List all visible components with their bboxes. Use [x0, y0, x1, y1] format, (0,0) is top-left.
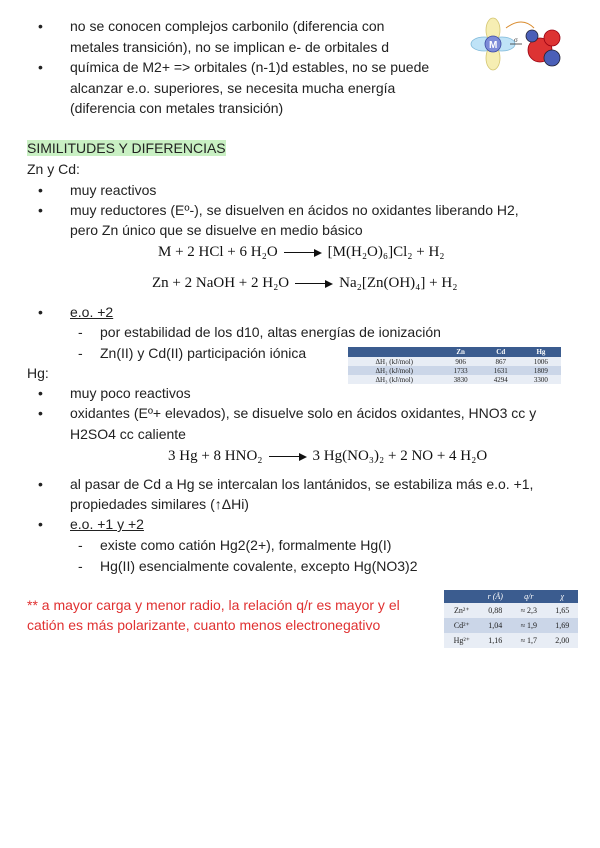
- ionization-energy-table: [348, 347, 561, 384]
- bullet-marker: •: [38, 385, 43, 401]
- table-row: [444, 618, 578, 633]
- bullet-marker: •: [38, 59, 43, 75]
- table-header: [444, 590, 480, 603]
- equation-2: [152, 273, 457, 293]
- dash-marker: -: [78, 558, 83, 574]
- table-cell: Zn²⁺: [444, 603, 480, 618]
- orbital-diagram: [464, 14, 564, 76]
- equation-3-left: 3 Hg + 8 HNO₂: [168, 448, 263, 464]
- reaction-arrow-icon: [269, 453, 307, 461]
- table-row: [444, 633, 578, 648]
- table-header: Hg: [521, 347, 561, 357]
- table-cell: Hg²⁺: [444, 633, 480, 648]
- intro-bullet-2-line-2: alcanzar e.o. superiores, se necesita mucha energía: [70, 80, 396, 96]
- note-line-2: catión es más polarizante, cuanto menos electronegativo: [27, 617, 381, 633]
- table-cell: 0,88: [480, 603, 511, 618]
- co-orbital-icon: [526, 30, 560, 66]
- hg-sub-1: existe como catión Hg2(2+), formalmente Hg(I): [100, 537, 392, 553]
- table-header: [348, 347, 441, 357]
- bullet-marker: •: [38, 304, 43, 320]
- table-header: χ: [547, 590, 578, 603]
- table-cell: 2,00: [547, 633, 578, 648]
- table-cell: ≈ 1,9: [511, 618, 547, 633]
- table-header: r (Å): [480, 590, 511, 603]
- equation-1-right: [M(H₂O)₆]Cl₂ + H₂: [327, 244, 445, 260]
- zncd-sub-2: Zn(II) y Cd(II) participación iónica: [100, 345, 307, 361]
- table-cell: 1,69: [547, 618, 578, 633]
- zncd-heading: Zn y Cd:: [27, 161, 80, 177]
- hg-bullet-2-line-2: H2SO4 cc caliente: [70, 426, 186, 442]
- table-header: q/r: [511, 590, 547, 603]
- bullet-marker: •: [38, 476, 43, 492]
- table-cell: 1631: [481, 366, 521, 375]
- table-cell: Cd²⁺: [444, 618, 480, 633]
- table-cell: 906: [441, 357, 481, 366]
- bullet-marker: •: [38, 405, 43, 421]
- table-cell: 3300: [521, 375, 561, 384]
- zncd-bullet-2-line-1: muy reductores (Eº-), se disuelven en ácidos no oxidantes liberando H2,: [70, 202, 519, 218]
- bullet-marker: •: [38, 18, 43, 34]
- table-cell: 1733: [441, 366, 481, 375]
- dash-marker: -: [78, 324, 83, 340]
- equation-1: [158, 242, 445, 262]
- note-line-1: ** a mayor carga y menor radio, la relación q/r es mayor y el: [27, 597, 400, 613]
- section-title: SIMILITUDES Y DIFERENCIAS: [27, 140, 226, 156]
- table-header: Cd: [481, 347, 521, 357]
- table-cell: ≈ 1,7: [511, 633, 547, 648]
- zncd-bullet-2-line-2: pero Zn único que se disuelve en medio básico: [70, 222, 363, 238]
- table-row: [348, 366, 561, 375]
- intro-bullet-1-line-2: metales transición), no se implican e- de orbitales d: [70, 39, 390, 55]
- equation-1-left: M + 2 HCl + 6 H₂O: [158, 244, 278, 260]
- equation-3-right: 3 Hg(NO₃)₂ + 2 NO + 4 H₂O: [312, 448, 488, 464]
- equation-2-right: Na₂[Zn(OH)₄] + H₂: [339, 275, 458, 291]
- table-cell: 1,65: [547, 603, 578, 618]
- table-cell: 3830: [441, 375, 481, 384]
- table-row: [348, 357, 561, 366]
- reaction-arrow-icon: [284, 249, 322, 257]
- table-cell: ΔH₂ (kJ/mol): [348, 366, 441, 375]
- hg-heading: Hg:: [27, 365, 49, 381]
- bullet-marker: •: [38, 182, 43, 198]
- table-cell: 1,16: [480, 633, 511, 648]
- table-row: [348, 375, 561, 384]
- reaction-arrow-icon: [295, 280, 333, 288]
- backbond-arrow-icon: [506, 22, 534, 28]
- sigma-label: σ: [514, 36, 518, 44]
- zncd-bullet-1: muy reactivos: [70, 182, 157, 198]
- table-cell: ΔH₃ (kJ/mol): [348, 375, 441, 384]
- bullet-marker: •: [38, 516, 43, 532]
- dash-marker: -: [78, 345, 83, 361]
- intro-bullet-2-line-3: (diferencia con metales transición): [70, 100, 284, 116]
- zncd-sub-1: por estabilidad de los d10, altas energías de ionización: [100, 324, 441, 340]
- intro-bullet-2-line-1: química de M2+ => orbitales (n-1)d estables, no se puede: [70, 59, 430, 75]
- ionic-radius-table: [444, 590, 578, 648]
- intro-bullet-1-line-1: no se conocen complejos carbonilo (diferencia con: [70, 18, 385, 34]
- table-cell: 1809: [521, 366, 561, 375]
- hg-bullet-1: muy poco reactivos: [70, 385, 191, 401]
- table-cell: 4294: [481, 375, 521, 384]
- table-cell: ≈ 2,3: [511, 603, 547, 618]
- zncd-bullet-3: e.o. +2: [70, 304, 114, 320]
- table-cell: ΔH₁ (kJ/mol): [348, 357, 441, 366]
- equation-3: [168, 446, 487, 466]
- dash-marker: -: [78, 537, 83, 553]
- table-cell: 1006: [521, 357, 561, 366]
- table-cell: 1,04: [480, 618, 511, 633]
- equation-2-left: Zn + 2 NaOH + 2 H₂O: [152, 275, 290, 291]
- metal-label: M: [489, 40, 498, 51]
- hg-bullet-4: e.o. +1 y +2: [70, 516, 144, 532]
- table-row: [444, 603, 578, 618]
- bullet-marker: •: [38, 202, 43, 218]
- hg-sub-2: Hg(II) esencialmente covalente, excepto Hg(NO3)2: [100, 558, 418, 574]
- table-cell: 867: [481, 357, 521, 366]
- hg-bullet-3-line-1: al pasar de Cd a Hg se intercalan los lantánidos, se estabiliza más e.o. +1,: [70, 476, 534, 492]
- hg-bullet-2-line-1: oxidantes (Eº+ elevados), se disuelve solo en ácidos oxidantes, HNO3 cc y: [70, 405, 537, 421]
- hg-bullet-3-line-2: propiedades similares (↑ΔHi): [70, 496, 249, 512]
- table-header: Zn: [441, 347, 481, 357]
